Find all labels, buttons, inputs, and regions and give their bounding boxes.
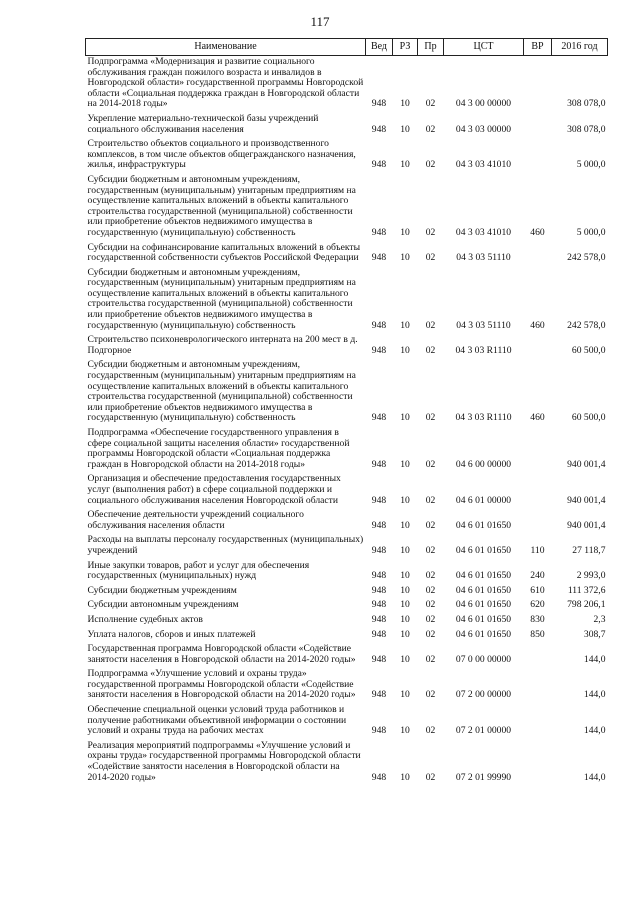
row-amount: 242 578,0 xyxy=(567,319,606,331)
row-vr: 850 xyxy=(530,628,545,640)
row-ved: 948 xyxy=(371,544,387,556)
row-rz: 10 xyxy=(400,494,410,506)
row-vr xyxy=(524,138,552,174)
column-header-rz: РЗ xyxy=(393,39,418,56)
row-name: Субсидии на софинансирование капитальных вложений в объекты государственной собственности субъектов Российской Федерации xyxy=(87,241,361,264)
row-rz: 10 xyxy=(400,412,410,424)
row-ved: 948 xyxy=(371,689,387,701)
column-header-name: Наименование xyxy=(86,39,366,56)
row-name: Обеспечение специальной оценки условий труда работников и получение работниками объективной информации о состоянии условий и охраны труда на рабочих местах xyxy=(87,704,347,737)
table-row xyxy=(86,643,608,668)
row-ved: 948 xyxy=(371,319,387,331)
row-vr xyxy=(524,704,552,740)
row-pr: 02 xyxy=(425,570,436,582)
table-row xyxy=(86,534,608,559)
row-name: Расходы на выплаты персоналу государственных (муниципальных) учреждений xyxy=(87,534,364,556)
row-amount: 2,3 xyxy=(593,613,606,625)
row-pr: 02 xyxy=(425,519,436,531)
row-cst: 04 6 01 01650 xyxy=(455,584,512,596)
column-header-pr: Пр xyxy=(418,39,444,56)
row-ved: 948 xyxy=(371,226,387,238)
table-row xyxy=(86,560,608,585)
row-pr: 02 xyxy=(425,458,436,470)
row-pr: 02 xyxy=(425,725,436,737)
row-pr: 02 xyxy=(425,584,436,596)
row-vr xyxy=(524,334,552,359)
table-row xyxy=(86,704,608,740)
row-ved: 948 xyxy=(371,412,387,424)
row-amount: 144,0 xyxy=(583,689,606,701)
table-row xyxy=(86,509,608,534)
row-name: Государственная программа Новгородской области «Содействие занятости населения в Новгородской области на 2014-2020 годы» xyxy=(87,643,356,665)
row-name: Подпрограмма «Улучшение условий и охраны труда» государственной программы Новгородской области «Содействие занятости населения в Новгородской области на 2014-2020 годы» xyxy=(87,668,356,701)
row-vr: 610 xyxy=(530,584,545,596)
row-name: Организация и обеспечение предоставления государственных услуг (выполнения работ) в сфере социальной поддержки и социального обслуживания населения Новгородской области xyxy=(87,473,341,506)
row-name: Уплата налогов, сборов и иных платежей xyxy=(87,628,256,640)
row-rz: 10 xyxy=(400,226,410,238)
row-cst: 07 2 01 99990 xyxy=(455,771,512,783)
row-ved: 948 xyxy=(371,252,387,264)
row-rz: 10 xyxy=(400,123,410,135)
row-ved: 948 xyxy=(371,584,387,596)
row-cst: 04 3 03 00000 xyxy=(455,123,512,135)
row-rz: 10 xyxy=(400,584,410,596)
row-ved: 948 xyxy=(371,599,387,611)
row-cst: 04 3 03 41010 xyxy=(455,159,512,171)
row-amount: 798 206,1 xyxy=(567,599,606,611)
row-ved: 948 xyxy=(371,653,387,665)
row-cst: 04 6 01 01650 xyxy=(455,544,512,556)
row-pr: 02 xyxy=(425,599,436,611)
row-vr xyxy=(524,56,552,113)
row-pr: 02 xyxy=(425,544,436,556)
row-name: Подпрограмма «Модернизация и развитие социального обслуживания граждан пожилого возраста и инвалидов в Новгородской области» государственной программы Новгородской области «Социальная поддержка граждан в Новгородской области на 2014-2018 годы» xyxy=(87,56,364,110)
row-rz: 10 xyxy=(400,599,410,611)
row-name: Строительство психоневрологического интерната на 200 мест в д. Подгорное xyxy=(87,334,358,356)
row-rz: 10 xyxy=(400,725,410,737)
row-vr: 460 xyxy=(530,319,545,331)
row-amount: 308 078,0 xyxy=(567,98,606,110)
row-pr: 02 xyxy=(425,613,436,625)
table-row xyxy=(86,242,608,267)
table-body xyxy=(86,56,608,787)
row-name: Субсидии бюджетным и автономным учреждениям, государственным (муниципальным) унитарным предприятиям на осуществление капитальных вложений в объекты капитального строительства государственной (муниципальной) собственности или приобретение объектов недвижимого имущества в государственную (муниципальную) собственность xyxy=(87,173,356,238)
row-vr xyxy=(524,473,552,509)
row-cst: 07 0 00 00000 xyxy=(455,653,512,665)
table-row xyxy=(86,740,608,786)
row-cst: 04 6 01 01650 xyxy=(455,519,512,531)
row-amount: 2 993,0 xyxy=(576,570,606,582)
row-name: Подпрограмма «Обеспечение государственного управления в сфере социальной защиты населения области» государственной программы Новгородской области «Социальная поддержка граждан в Новгородской области на 2014-2018 годы» xyxy=(87,427,350,470)
row-amount: 940 001,4 xyxy=(567,519,606,531)
column-header-year: 2016 год xyxy=(552,39,608,56)
column-header-ved: Вед xyxy=(366,39,393,56)
table-row xyxy=(86,614,608,629)
row-rz: 10 xyxy=(400,159,410,171)
row-amount: 60 500,0 xyxy=(571,412,606,424)
row-amount: 144,0 xyxy=(583,771,606,783)
row-ved: 948 xyxy=(371,159,387,171)
row-cst: 07 2 00 00000 xyxy=(455,689,512,701)
row-ved: 948 xyxy=(371,123,387,135)
row-pr: 02 xyxy=(425,689,436,701)
row-cst: 04 6 00 00000 xyxy=(455,458,512,470)
table-row xyxy=(86,334,608,359)
row-amount: 5 000,0 xyxy=(576,226,606,238)
row-name: Укрепление материально-технической базы учреждений социального обслуживания населения xyxy=(87,112,319,135)
row-ved: 948 xyxy=(371,725,387,737)
row-ved: 948 xyxy=(371,98,387,110)
row-pr: 02 xyxy=(425,494,436,506)
row-rz: 10 xyxy=(400,771,410,783)
row-cst: 04 3 03 R1110 xyxy=(455,344,512,356)
table-row xyxy=(86,113,608,138)
row-name: Исполнение судебных актов xyxy=(87,613,203,625)
row-cst: 04 3 03 51110 xyxy=(456,319,511,331)
row-ved: 948 xyxy=(371,494,387,506)
row-ved: 948 xyxy=(371,628,387,640)
column-header-cst: ЦСТ xyxy=(444,39,524,56)
row-amount: 940 001,4 xyxy=(567,458,606,470)
row-vr xyxy=(524,427,552,473)
row-cst: 04 3 03 R1110 xyxy=(455,412,512,424)
row-cst: 07 2 01 00000 xyxy=(455,725,512,737)
row-name: Субсидии бюджетным учреждениям xyxy=(87,584,237,596)
table-row xyxy=(86,267,608,335)
table-row xyxy=(86,138,608,174)
row-rz: 10 xyxy=(400,344,410,356)
row-name: Субсидии автономным учреждениям xyxy=(87,599,239,611)
row-amount: 242 578,0 xyxy=(567,252,606,264)
row-ved: 948 xyxy=(371,613,387,625)
row-ved: 948 xyxy=(371,344,387,356)
row-rz: 10 xyxy=(400,628,410,640)
row-amount: 308,7 xyxy=(583,628,606,640)
row-vr: 110 xyxy=(530,544,545,556)
row-name: Реализация мероприятий подпрограммы «Улучшение условий и охраны труда» государственной программы Новгородской области «Содействие занятости населения в Новгородской области на 2014-2020 годы» xyxy=(87,739,361,783)
row-amount: 111 372,6 xyxy=(567,584,606,596)
row-amount: 144,0 xyxy=(583,725,606,737)
row-cst: 04 3 03 41010 xyxy=(455,226,512,238)
row-rz: 10 xyxy=(400,653,410,665)
row-rz: 10 xyxy=(400,98,410,110)
table-row xyxy=(86,585,608,600)
table-row xyxy=(86,359,608,427)
row-vr xyxy=(524,643,552,668)
row-rz: 10 xyxy=(400,544,410,556)
row-amount: 27 118,7 xyxy=(572,544,606,556)
row-name: Субсидии бюджетным и автономным учреждениям, государственным (муниципальным) унитарным предприятиям на осуществление капитальных вложений в объекты капитального строительства государственной (муниципальной) собственности или приобретение объектов недвижимого имущества в государственную (муниципальную) собственность xyxy=(87,266,356,331)
row-pr: 02 xyxy=(425,412,436,424)
table-row xyxy=(86,174,608,242)
row-rz: 10 xyxy=(400,458,410,470)
row-cst: 04 6 01 00000 xyxy=(455,494,512,506)
table-row xyxy=(86,473,608,509)
table-row xyxy=(86,427,608,473)
table-row xyxy=(86,599,608,614)
row-cst: 04 3 00 00000 xyxy=(455,98,512,110)
row-ved: 948 xyxy=(371,458,387,470)
row-cst: 04 6 01 01650 xyxy=(455,599,512,611)
row-amount: 144,0 xyxy=(583,653,606,665)
row-vr xyxy=(524,668,552,704)
row-amount: 940 001,4 xyxy=(567,494,606,506)
row-vr: 620 xyxy=(530,599,545,611)
page-number: 117 xyxy=(310,14,330,29)
row-cst: 04 6 01 01650 xyxy=(455,628,512,640)
row-pr: 02 xyxy=(425,226,436,238)
table-header-row xyxy=(86,39,608,56)
row-amount: 60 500,0 xyxy=(571,344,606,356)
row-rz: 10 xyxy=(400,319,410,331)
row-rz: 10 xyxy=(400,613,410,625)
row-vr xyxy=(524,242,552,267)
row-vr: 240 xyxy=(530,570,545,582)
row-rz: 10 xyxy=(400,252,410,264)
row-cst: 04 6 01 01650 xyxy=(455,570,512,582)
row-pr: 02 xyxy=(425,252,436,264)
row-vr xyxy=(524,740,552,786)
row-name: Обеспечение деятельности учреждений социального обслуживания населения области xyxy=(87,509,304,531)
table-row xyxy=(86,668,608,704)
row-pr: 02 xyxy=(425,771,436,783)
row-cst: 04 3 03 51110 xyxy=(456,252,511,264)
table-row xyxy=(86,56,608,113)
row-pr: 02 xyxy=(425,123,436,135)
row-ved: 948 xyxy=(371,771,387,783)
row-pr: 02 xyxy=(425,159,436,171)
budget-table xyxy=(85,38,608,786)
row-ved: 948 xyxy=(371,570,387,582)
table-row xyxy=(86,629,608,644)
row-vr xyxy=(524,113,552,138)
row-rz: 10 xyxy=(400,570,410,582)
row-pr: 02 xyxy=(425,98,436,110)
row-name: Строительство объектов социального и производственного комплексов, в том числе объектов общегражданского назначения, жилья, инфраструктуры xyxy=(87,138,356,171)
row-cst: 04 6 01 01650 xyxy=(455,613,512,625)
row-amount: 5 000,0 xyxy=(576,159,606,171)
row-name: Субсидии бюджетным и автономным учреждениям, государственным (муниципальным) унитарным предприятиям на осуществление капитальных вложений в объекты капитального строительства государственной (муниципальной) собственности или приобретение объектов недвижимого имущества в государственную (муниципальную) собственность xyxy=(87,359,356,424)
row-vr: 460 xyxy=(530,412,545,424)
row-pr: 02 xyxy=(425,319,436,331)
row-rz: 10 xyxy=(400,689,410,701)
row-pr: 02 xyxy=(425,628,436,640)
row-amount: 308 078,0 xyxy=(567,123,606,135)
row-vr: 460 xyxy=(530,226,545,238)
row-rz: 10 xyxy=(400,519,410,531)
row-pr: 02 xyxy=(425,653,436,665)
row-pr: 02 xyxy=(425,344,436,356)
row-ved: 948 xyxy=(371,519,387,531)
row-vr xyxy=(524,509,552,534)
row-name: Иные закупки товаров, работ и услуг для обеспечения государственных (муниципальных) нужд xyxy=(87,559,310,582)
row-vr: 830 xyxy=(530,613,545,625)
column-header-vr: ВР xyxy=(524,39,552,56)
